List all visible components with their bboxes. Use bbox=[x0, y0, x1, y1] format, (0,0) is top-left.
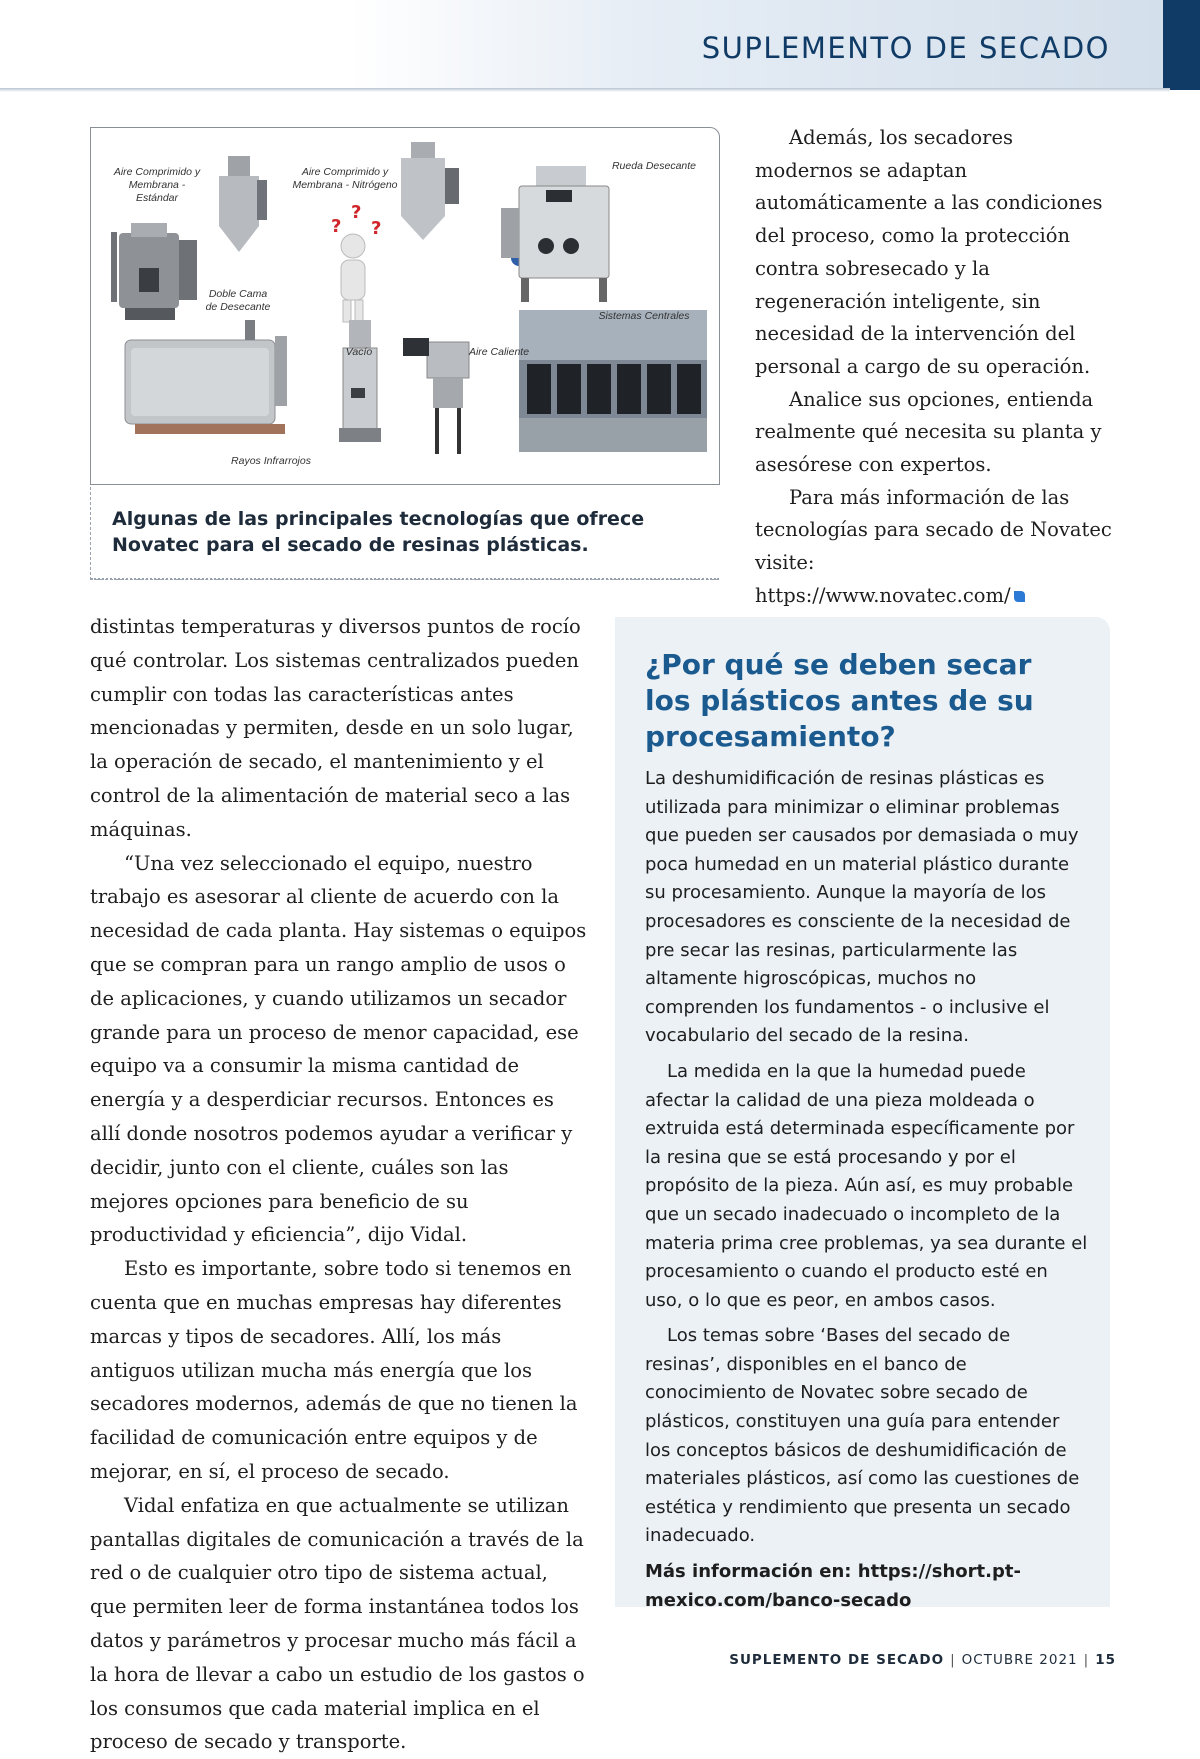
sidebar-paragraph: La medida en la que la humedad puede afectar la calidad de una pieza moldeada o extruida está determinada específicamente por la resina que se está procesando y por el propósito de la pieza. Aún así, es muy probable que un secado inadecuado o incompleto de la materia prima cree problemas, ya sea durante el procesamiento o cuando el producto esté en uso, o lo que es peor, en ambos casos. bbox=[645, 1060, 1088, 1311]
dryer-desiccant-wheel bbox=[501, 166, 609, 302]
svg-text:?: ? bbox=[351, 202, 362, 223]
label-aire-comprimido-nitrogeno: Aire Comprimido y Membrana - Nitrógeno bbox=[292, 166, 398, 191]
page-number: 15 bbox=[1095, 1652, 1116, 1668]
label-doble-cama: Doble Cama de Desecante bbox=[205, 288, 271, 313]
label-aire-caliente: Aire Caliente bbox=[468, 346, 530, 358]
novatec-link[interactable]: https://www.novatec.com/ bbox=[755, 583, 1011, 607]
paragraph: Vidal enfatiza en que actualmente se utilizan pantallas digitales de comunicación a través de la red o de cualquier otro tipo de sistema actual, que permiten leer de forma instantánea todos los datos y parámetros y procesar mucho más fácil a la hora de llevar a cabo un estudio de los gastos o los consumos que cada material implica en el proceso de secado y transporte. bbox=[90, 1493, 585, 1754]
end-of-article-icon bbox=[1014, 591, 1025, 602]
sidebar-paragraph: Los temas sobre ‘Bases del secado de resinas’, disponibles en el banco de conocimiento de Novatec sobre secado de plásticos, constituyen una guía para entender los conceptos básicos de deshumidificación de materiales plásticos, así como las cuestiones de estética y rendimiento que presenta un secado inadecuado. bbox=[645, 1325, 1080, 1547]
paragraph: “Una vez seleccionado el equipo, nuestro trabajo es asesorar al cliente de acuerdo con la necesidad de cada planta. Hay sistemas o equipos que se compran para un rango amplio de usos o de aplicaciones, y cuando utilizamos un secador grande para un proceso de menor capacidad, ese equipo va a consumir la misma cantidad de energía y a desperdiciar recursos. Entonces es allí donde nosotros podemos ayudar a verificar y decidir, junto con el cliente, cuáles son las mejores opciones para beneficio de su productividad y eficiencia”, dijo Vidal. bbox=[90, 851, 587, 1247]
paragraph: distintas temperaturas y diversos puntos de rocío qué controlar. Los sistemas centralizados pueden cumplir con todas las características antes mencionadas y permiten, desde en un solo lugar, la operación de secado, el mantenimiento y el control de la alimentación de material seco a las máquinas. bbox=[90, 615, 581, 841]
dryer-twin-desiccant-bed bbox=[111, 232, 117, 302]
right-column-text bbox=[755, 122, 1115, 613]
sidebar-title: ¿Por qué se deben secar los plásticos antes de su procesamiento? bbox=[645, 648, 1034, 753]
footer-separator: | bbox=[950, 1652, 956, 1668]
footer-section: SUPLEMENTO DE SECADO bbox=[729, 1652, 945, 1668]
header-tab bbox=[1163, 0, 1200, 90]
paragraph: Esto es importante, sobre todo si tenemos en cuenta que en muchas empresas hay diferentes marcas y tipos de secadores. Allí, los más antiguos utilizan mucha más energía que los secadores modernos, además de que no tienen la facilidad de comunicación entre equipos y de mejorar, en sí, el proceso de secado. bbox=[90, 1257, 578, 1483]
svg-text:?: ? bbox=[331, 216, 342, 237]
footer-separator: | bbox=[1083, 1652, 1090, 1668]
figure-caption: Algunas de las principales tecnologías que ofrece Novatec para el secado de resinas plásticas. bbox=[112, 508, 645, 556]
thinking-figure bbox=[331, 202, 381, 322]
dryer-infrared bbox=[125, 320, 287, 434]
label-vacio: Vacío bbox=[345, 346, 373, 358]
novatec-link-line bbox=[755, 580, 1115, 613]
page-footer bbox=[729, 1652, 1116, 1668]
svg-text:?: ? bbox=[371, 218, 382, 239]
sidebar-body bbox=[645, 765, 1090, 1622]
dryer-technologies-image bbox=[90, 127, 720, 485]
paragraph: Para más información de las tecnologías para secado de Novatec visite: bbox=[755, 485, 1112, 575]
dryer-central-systems bbox=[519, 310, 707, 452]
label-sistemas-centrales: Sistemas Centrales bbox=[598, 310, 690, 322]
sidebar-paragraph: La deshumidificación de resinas plásticas es utilizada para minimizar o eliminar problemas que pueden ser causados por demasiada o muy poca humedad en un material plástico durante su procesamiento. Aunque la mayoría de los procesadores es consciente de la necesidad de pre secar las resinas, particularmente las altamente higroscópicas, muchos no comprenden los fundamentos - o inclusive el vocabulario del secado de la resina. bbox=[645, 768, 1079, 1047]
label-rueda-desecante: Rueda Desecante bbox=[611, 160, 697, 172]
header-divider bbox=[0, 88, 1170, 92]
dryer-compressed-air-standard bbox=[119, 223, 197, 320]
left-column-text bbox=[90, 610, 590, 1759]
paragraph: Analice sus opciones, entienda realmente qué necesita su planta y asesórese con expertos. bbox=[755, 387, 1102, 477]
label-aire-comprimido-estandar: Aire Comprimido y Membrana - Estándar bbox=[113, 166, 201, 204]
dryer-compressed-air-nitrogen bbox=[219, 156, 267, 252]
section-title: SUPLEMENTO DE SECADO bbox=[701, 31, 1110, 65]
label-rayos-infrarrojos: Rayos Infrarrojos bbox=[231, 455, 311, 467]
sidebar-more-info-link[interactable]: Más información en: https://short.pt-mexico.com/banco-secado bbox=[645, 1561, 1021, 1611]
footer-date: OCTUBRE 2021 bbox=[961, 1652, 1078, 1668]
dryer-vacuum bbox=[339, 320, 381, 442]
paragraph: Además, los secadores modernos se adaptan automáticamente a las condiciones del proceso, como la protección contra sobresecado y la regeneración inteligente, sin necesidad de la intervención del personal a cargo de su operación. bbox=[755, 126, 1103, 378]
